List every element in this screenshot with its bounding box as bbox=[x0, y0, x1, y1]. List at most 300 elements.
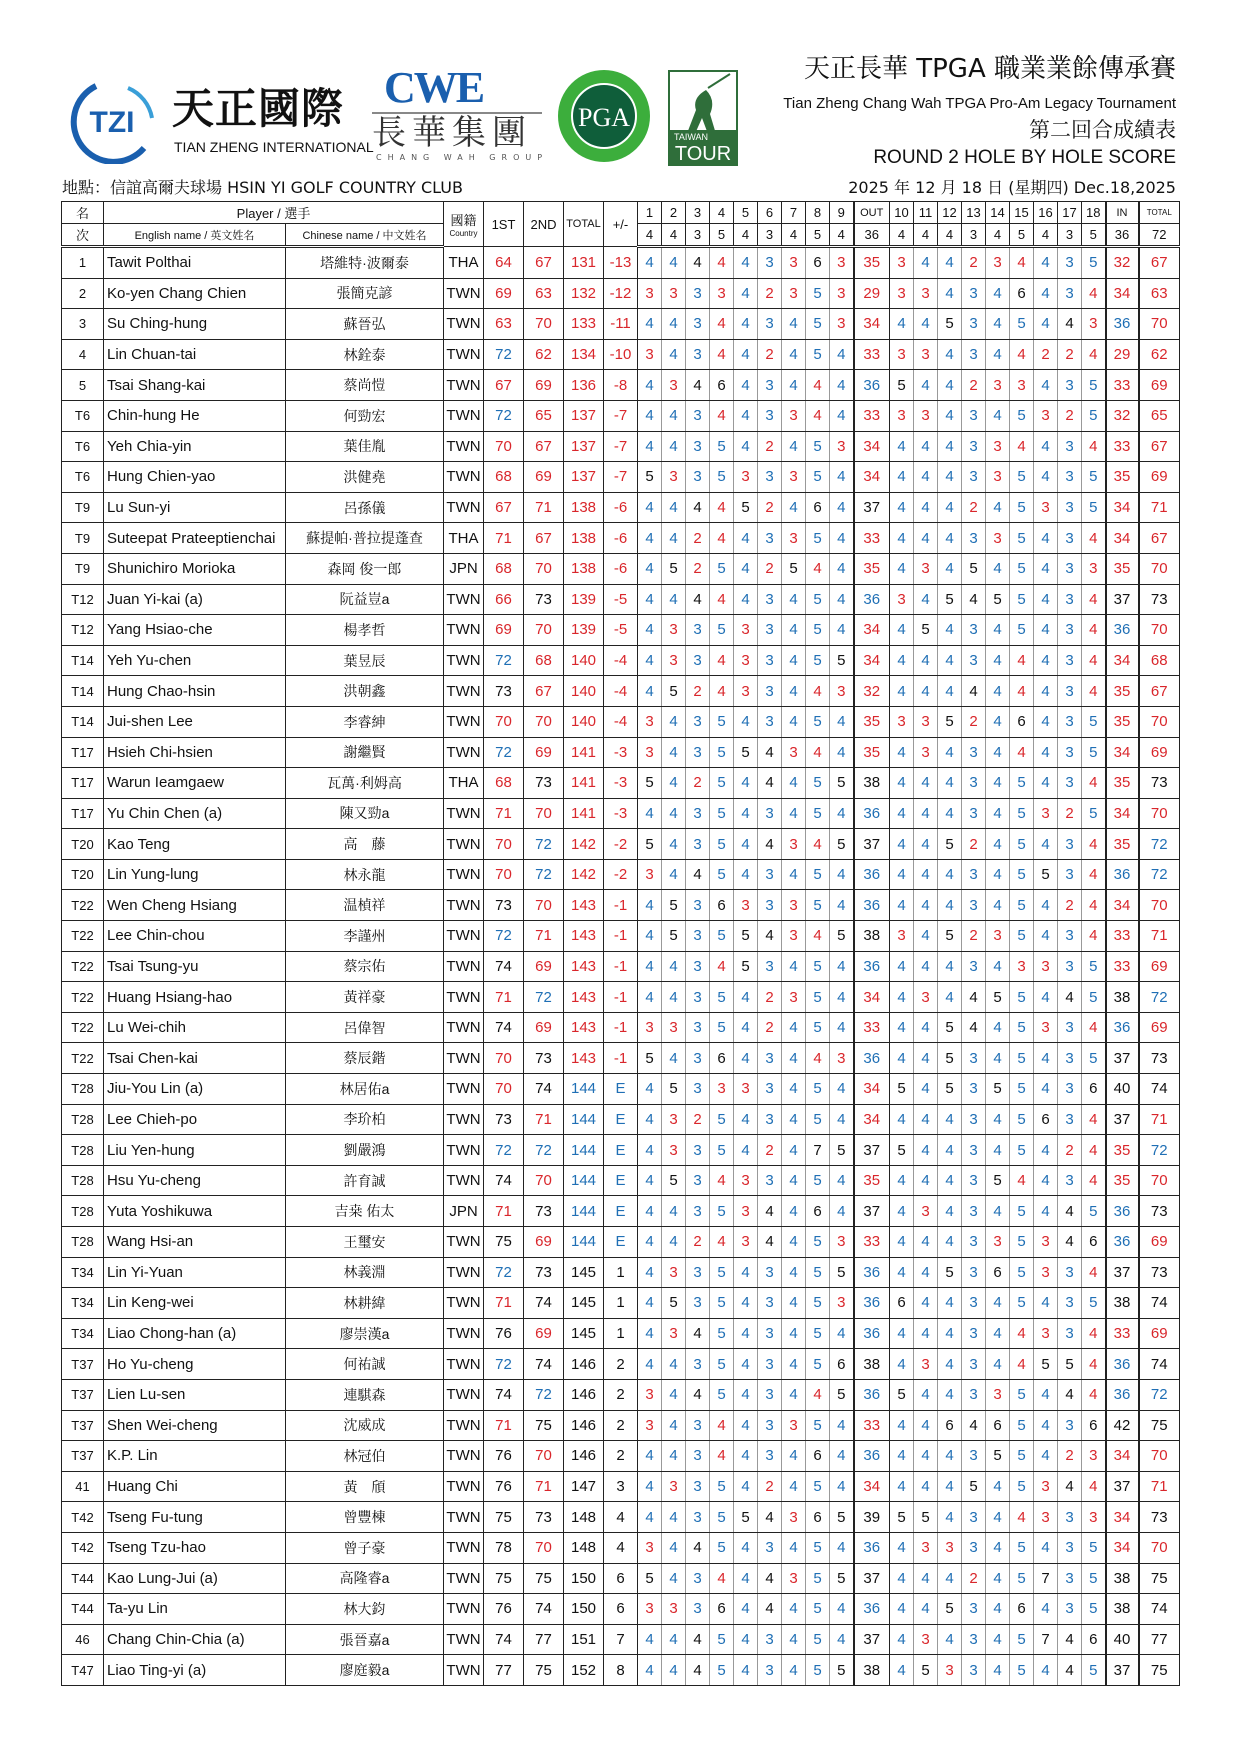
country-cell: TWN bbox=[444, 1165, 484, 1196]
round1-cell: 66 bbox=[484, 584, 524, 615]
hole-16-score: 4 bbox=[1034, 1165, 1058, 1196]
in-cell: 32 bbox=[1106, 247, 1139, 279]
hole-5-score: 4 bbox=[734, 982, 758, 1013]
country-cell: TWN bbox=[444, 431, 484, 462]
hole-4-score: 5 bbox=[710, 1012, 734, 1043]
hole-4-score: 3 bbox=[710, 278, 734, 309]
par-cell: 4 bbox=[830, 224, 854, 247]
hole-8-score: 5 bbox=[806, 1410, 830, 1441]
title-chinese: 天正長華 TPGA 職業業餘傳承賽 bbox=[803, 54, 1176, 84]
hole-9-score: 4 bbox=[830, 1104, 854, 1135]
out-cell: 33 bbox=[854, 1410, 890, 1441]
par-cell: 4 bbox=[986, 224, 1010, 247]
out-cell: 36 bbox=[854, 1441, 890, 1472]
hole-1-score: 4 bbox=[638, 431, 662, 462]
rank-cell: T22 bbox=[62, 1043, 104, 1074]
hole-12-score: 4 bbox=[938, 737, 962, 768]
total-cell: 147 bbox=[564, 1471, 604, 1502]
rank-cell: T22 bbox=[62, 1012, 104, 1043]
hole-1-score: 5 bbox=[638, 768, 662, 799]
round-total-cell: 72 bbox=[1139, 1379, 1180, 1410]
hole-5-score: 4 bbox=[734, 798, 758, 829]
english-name-cell: Wen Cheng Hsiang bbox=[104, 890, 286, 921]
country-cell: THA bbox=[444, 523, 484, 554]
out-cell: 33 bbox=[854, 339, 890, 370]
chinese-name-cell: 何勁宏 bbox=[286, 400, 444, 431]
hole-11-score: 4 bbox=[914, 921, 938, 952]
to-par-cell: 2 bbox=[604, 1441, 638, 1472]
hole-11-score: 4 bbox=[914, 1135, 938, 1166]
hole-4-score: 4 bbox=[710, 1227, 734, 1258]
hole-15-score: 5 bbox=[1010, 1074, 1034, 1105]
hole-6-score: 4 bbox=[758, 1196, 782, 1227]
round1-cell: 77 bbox=[484, 1655, 524, 1686]
to-par-cell: -5 bbox=[604, 584, 638, 615]
rank-cell: T17 bbox=[62, 798, 104, 829]
hole-8-score: 5 bbox=[806, 1257, 830, 1288]
to-par-cell: -4 bbox=[604, 676, 638, 707]
hole-1-score: 4 bbox=[638, 1471, 662, 1502]
table-row bbox=[62, 768, 1180, 799]
hole-13-score: 3 bbox=[962, 1441, 986, 1472]
table-row bbox=[62, 431, 1180, 462]
hole-2-score: 3 bbox=[662, 1012, 686, 1043]
hole-1-score: 4 bbox=[638, 1135, 662, 1166]
english-name-cell: Hung Chien-yao bbox=[104, 462, 286, 493]
hole-3-score: 3 bbox=[686, 1288, 710, 1319]
hole-16-score: 4 bbox=[1034, 1410, 1058, 1441]
hole-14-score: 3 bbox=[986, 247, 1010, 279]
hole-9-score: 5 bbox=[830, 645, 854, 676]
table-row bbox=[62, 1227, 1180, 1258]
hole-5-score: 3 bbox=[734, 615, 758, 646]
hole-14-score: 5 bbox=[986, 1165, 1010, 1196]
hole-6-score: 2 bbox=[758, 982, 782, 1013]
total-cell: 140 bbox=[564, 645, 604, 676]
out-cell: 35 bbox=[854, 553, 890, 584]
hole-4-score: 4 bbox=[710, 645, 734, 676]
chinese-name-cell: 葉佳胤 bbox=[286, 431, 444, 462]
to-par-cell: -3 bbox=[604, 798, 638, 829]
hole-16-score: 3 bbox=[1034, 1227, 1058, 1258]
hole-9-score: 4 bbox=[830, 370, 854, 401]
hole-8-score: 5 bbox=[806, 768, 830, 799]
hole-12-score: 5 bbox=[938, 1074, 962, 1105]
rank-cell: T20 bbox=[62, 859, 104, 890]
hole-17-score: 3 bbox=[1058, 247, 1082, 279]
hole-14-score: 5 bbox=[986, 584, 1010, 615]
rank-cell: T28 bbox=[62, 1196, 104, 1227]
hole-15-score: 5 bbox=[1010, 462, 1034, 493]
english-name-cell: Tsai Chen-kai bbox=[104, 1043, 286, 1074]
hole-2-score: 4 bbox=[662, 309, 686, 340]
round2-cell: 70 bbox=[524, 309, 564, 340]
hole-4-score: 5 bbox=[710, 829, 734, 860]
hole-6-score: 3 bbox=[758, 1318, 782, 1349]
hole-7-score: 4 bbox=[782, 951, 806, 982]
hole-14-score: 4 bbox=[986, 706, 1010, 737]
rank-cell: T14 bbox=[62, 706, 104, 737]
tzi-logo-chinese: 天正國際 bbox=[172, 84, 345, 133]
english-name-cell: Suteepat Prateeptienchai bbox=[104, 523, 286, 554]
hole-header-total: TOTAL bbox=[1139, 202, 1180, 224]
hole-16-score: 4 bbox=[1034, 645, 1058, 676]
to-par-cell: -1 bbox=[604, 1012, 638, 1043]
hole-5-score: 4 bbox=[734, 431, 758, 462]
hole-7-score: 4 bbox=[782, 1165, 806, 1196]
hole-13-score: 3 bbox=[962, 1074, 986, 1105]
hole-6-score: 3 bbox=[758, 1257, 782, 1288]
hole-17-score: 3 bbox=[1058, 370, 1082, 401]
round-total-cell: 70 bbox=[1139, 309, 1180, 340]
rank-cell: T34 bbox=[62, 1288, 104, 1319]
out-cell: 38 bbox=[854, 921, 890, 952]
round1-cell: 63 bbox=[484, 309, 524, 340]
date: 2025 年 12 月 18 日 (星期四) Dec.18,2025 bbox=[848, 178, 1176, 197]
out-cell: 32 bbox=[854, 676, 890, 707]
hole-8-score: 5 bbox=[806, 1227, 830, 1258]
round2-cell: 73 bbox=[524, 584, 564, 615]
hole-5-score: 4 bbox=[734, 584, 758, 615]
round1-cell: 67 bbox=[484, 370, 524, 401]
hole-16-score: 3 bbox=[1034, 1502, 1058, 1533]
chinese-name-cell: 廖庭毅a bbox=[286, 1655, 444, 1686]
hole-16-score: 4 bbox=[1034, 1043, 1058, 1074]
hole-12-score: 4 bbox=[938, 1227, 962, 1258]
hole-4-score: 4 bbox=[710, 523, 734, 554]
hole-6-score: 3 bbox=[758, 1410, 782, 1441]
hole-11-score: 4 bbox=[914, 492, 938, 523]
hole-15-score: 5 bbox=[1010, 1288, 1034, 1319]
hole-9-score: 4 bbox=[830, 1074, 854, 1105]
hole-9-score: 4 bbox=[830, 890, 854, 921]
chinese-name-cell: 林永龍 bbox=[286, 859, 444, 890]
hole-5-score: 4 bbox=[734, 247, 758, 279]
hole-16-score: 3 bbox=[1034, 1318, 1058, 1349]
hole-2-score: 3 bbox=[662, 645, 686, 676]
to-par-cell: E bbox=[604, 1165, 638, 1196]
hole-10-score: 4 bbox=[890, 1655, 914, 1686]
hole-4-score: 5 bbox=[710, 615, 734, 646]
table-row bbox=[62, 1410, 1180, 1441]
hole-10-score: 3 bbox=[890, 247, 914, 279]
par-cell: 3 bbox=[962, 224, 986, 247]
hole-8-score: 5 bbox=[806, 1288, 830, 1319]
hole-14-score: 4 bbox=[986, 645, 1010, 676]
hole-18-score: 5 bbox=[1082, 1594, 1106, 1625]
hole-16-score: 4 bbox=[1034, 523, 1058, 554]
out-cell: 36 bbox=[854, 1532, 890, 1563]
hole-12-score: 5 bbox=[938, 921, 962, 952]
hole-1-score: 4 bbox=[638, 400, 662, 431]
hole-18-score: 3 bbox=[1082, 309, 1106, 340]
hole-13-score: 3 bbox=[962, 278, 986, 309]
hole-7-score: 4 bbox=[782, 1227, 806, 1258]
table-row bbox=[62, 921, 1180, 952]
hole-15-score: 5 bbox=[1010, 1104, 1034, 1135]
hole-8-score: 7 bbox=[806, 1135, 830, 1166]
hole-10-score: 5 bbox=[890, 1502, 914, 1533]
hole-10-score: 4 bbox=[890, 431, 914, 462]
hole-7-score: 4 bbox=[782, 706, 806, 737]
hole-8-score: 5 bbox=[806, 1349, 830, 1380]
hole-13-score: 3 bbox=[962, 1257, 986, 1288]
hole-2-score: 5 bbox=[662, 1165, 686, 1196]
total-cell: 145 bbox=[564, 1288, 604, 1319]
hole-1-score: 4 bbox=[638, 1349, 662, 1380]
hole-16-score: 4 bbox=[1034, 431, 1058, 462]
chinese-name-cell: 王璽安 bbox=[286, 1227, 444, 1258]
rank-cell: T44 bbox=[62, 1594, 104, 1625]
hole-10-score: 4 bbox=[890, 859, 914, 890]
total-cell: 143 bbox=[564, 890, 604, 921]
table-row bbox=[62, 400, 1180, 431]
hole-15-score: 5 bbox=[1010, 829, 1034, 860]
chinese-name-cell: 謝繼賢 bbox=[286, 737, 444, 768]
hole-7-score: 4 bbox=[782, 370, 806, 401]
hole-15-score: 5 bbox=[1010, 859, 1034, 890]
round1-cell: 72 bbox=[484, 737, 524, 768]
hole-12-score: 4 bbox=[938, 1349, 962, 1380]
country-cell: TWN bbox=[444, 492, 484, 523]
english-name-cell: Lu Wei-chih bbox=[104, 1012, 286, 1043]
round2-cell: 73 bbox=[524, 1257, 564, 1288]
out-cell: 34 bbox=[854, 982, 890, 1013]
hole-12-score: 4 bbox=[938, 1563, 962, 1594]
hole-12-score: 5 bbox=[938, 309, 962, 340]
hole-15-score: 5 bbox=[1010, 1012, 1034, 1043]
english-name-cell: Kao Lung-Jui (a) bbox=[104, 1563, 286, 1594]
hole-8-score: 5 bbox=[806, 431, 830, 462]
hole-1-score: 3 bbox=[638, 706, 662, 737]
hole-3-score: 3 bbox=[686, 1502, 710, 1533]
hole-18-score: 5 bbox=[1082, 462, 1106, 493]
hole-4-score: 5 bbox=[710, 1288, 734, 1319]
round-total-cell: 74 bbox=[1139, 1594, 1180, 1625]
rank-cell: T37 bbox=[62, 1441, 104, 1472]
hole-18-score: 5 bbox=[1082, 247, 1106, 279]
hole-7-score: 4 bbox=[782, 1594, 806, 1625]
hole-3-score: 3 bbox=[686, 1349, 710, 1380]
country-cell: TWN bbox=[444, 1379, 484, 1410]
hole-10-score: 4 bbox=[890, 615, 914, 646]
hole-17-score: 3 bbox=[1058, 1074, 1082, 1105]
hole-3-score: 3 bbox=[686, 951, 710, 982]
round2-cell: 67 bbox=[524, 676, 564, 707]
hole-header-9: 9 bbox=[830, 202, 854, 224]
player-header: Player / 選手 bbox=[104, 202, 444, 224]
hole-3-score: 2 bbox=[686, 523, 710, 554]
hole-17-score: 3 bbox=[1058, 768, 1082, 799]
country-cell: TWN bbox=[444, 951, 484, 982]
hole-16-score: 4 bbox=[1034, 706, 1058, 737]
hole-13-score: 2 bbox=[962, 492, 986, 523]
hole-3-score: 2 bbox=[686, 1227, 710, 1258]
hole-10-score: 4 bbox=[890, 1104, 914, 1135]
hole-4-score: 5 bbox=[710, 1318, 734, 1349]
hole-11-score: 3 bbox=[914, 278, 938, 309]
hole-12-score: 4 bbox=[938, 278, 962, 309]
table-row bbox=[62, 1655, 1180, 1686]
hole-14-score: 4 bbox=[986, 890, 1010, 921]
hole-18-score: 4 bbox=[1082, 1318, 1106, 1349]
hole-5-score: 4 bbox=[734, 1379, 758, 1410]
hole-8-score: 5 bbox=[806, 1594, 830, 1625]
rank-cell: 41 bbox=[62, 1471, 104, 1502]
hole-11-score: 4 bbox=[914, 1165, 938, 1196]
hole-17-score: 2 bbox=[1058, 339, 1082, 370]
hole-8-score: 5 bbox=[806, 309, 830, 340]
hole-2-score: 4 bbox=[662, 492, 686, 523]
hole-14-score: 4 bbox=[986, 309, 1010, 340]
out-cell: 36 bbox=[854, 859, 890, 890]
table-row bbox=[62, 1104, 1180, 1135]
round1-cell: 73 bbox=[484, 676, 524, 707]
in-cell: 34 bbox=[1106, 737, 1139, 768]
hole-6-score: 3 bbox=[758, 706, 782, 737]
english-name-cell: Ho Yu-cheng bbox=[104, 1349, 286, 1380]
country-cell: TWN bbox=[444, 1349, 484, 1380]
par-cell: 4 bbox=[734, 224, 758, 247]
english-name-cell: Lee Chieh-po bbox=[104, 1104, 286, 1135]
hole-10-score: 5 bbox=[890, 1074, 914, 1105]
hole-18-score: 5 bbox=[1082, 492, 1106, 523]
hole-14-score: 3 bbox=[986, 523, 1010, 554]
hole-2-score: 4 bbox=[662, 1227, 686, 1258]
total-cell: 131 bbox=[564, 247, 604, 279]
round-total-cell: 63 bbox=[1139, 278, 1180, 309]
hole-10-score: 4 bbox=[890, 645, 914, 676]
rank-cell: T28 bbox=[62, 1074, 104, 1105]
total-cell: 143 bbox=[564, 921, 604, 952]
hole-7-score: 4 bbox=[782, 339, 806, 370]
par-cell: 4 bbox=[1034, 224, 1058, 247]
out-cell: 37 bbox=[854, 1563, 890, 1594]
hole-6-score: 4 bbox=[758, 1594, 782, 1625]
hole-3-score: 4 bbox=[686, 1318, 710, 1349]
chinese-name-cell: 李睿紳 bbox=[286, 706, 444, 737]
hole-15-score: 4 bbox=[1010, 1502, 1034, 1533]
hole-14-score: 4 bbox=[986, 676, 1010, 707]
hole-2-score: 3 bbox=[662, 370, 686, 401]
hole-16-score: 3 bbox=[1034, 1471, 1058, 1502]
par-cell: 36 bbox=[1106, 224, 1139, 247]
hole-4-score: 4 bbox=[710, 676, 734, 707]
hole-6-score: 2 bbox=[758, 1135, 782, 1166]
round1-header: 1ST bbox=[484, 202, 524, 247]
english-name-cell: Huang Hsiang-hao bbox=[104, 982, 286, 1013]
hole-7-score: 4 bbox=[782, 431, 806, 462]
hole-11-score: 4 bbox=[914, 1074, 938, 1105]
to-par-cell: 2 bbox=[604, 1379, 638, 1410]
hole-2-score: 3 bbox=[662, 1104, 686, 1135]
hole-9-score: 3 bbox=[830, 1288, 854, 1319]
total-cell: 140 bbox=[564, 676, 604, 707]
hole-11-score: 5 bbox=[914, 615, 938, 646]
in-cell: 34 bbox=[1106, 1532, 1139, 1563]
table-row bbox=[62, 1563, 1180, 1594]
to-par-header: +/- bbox=[604, 202, 638, 247]
hole-17-score: 3 bbox=[1058, 584, 1082, 615]
hole-18-score: 5 bbox=[1082, 1655, 1106, 1686]
hole-14-score: 4 bbox=[986, 1563, 1010, 1594]
chinese-name-cell: 呂偉智 bbox=[286, 1012, 444, 1043]
hole-12-score: 4 bbox=[938, 1288, 962, 1319]
hole-10-score: 4 bbox=[890, 798, 914, 829]
to-par-cell: -7 bbox=[604, 462, 638, 493]
out-cell: 36 bbox=[854, 798, 890, 829]
hole-18-score: 6 bbox=[1082, 1410, 1106, 1441]
chinese-name-cell: 蔡宗佑 bbox=[286, 951, 444, 982]
rank-cell: T17 bbox=[62, 737, 104, 768]
rank-cell: T17 bbox=[62, 768, 104, 799]
hole-7-score: 3 bbox=[782, 247, 806, 279]
hole-16-score: 5 bbox=[1034, 859, 1058, 890]
country-cell: TWN bbox=[444, 1471, 484, 1502]
hole-6-score: 4 bbox=[758, 1227, 782, 1258]
round2-cell: 74 bbox=[524, 1074, 564, 1105]
hole-header-in: IN bbox=[1106, 202, 1139, 224]
to-par-cell: -3 bbox=[604, 737, 638, 768]
hole-9-score: 4 bbox=[830, 1196, 854, 1227]
hole-10-score: 4 bbox=[890, 1349, 914, 1380]
in-cell: 37 bbox=[1106, 1471, 1139, 1502]
out-cell: 36 bbox=[854, 584, 890, 615]
country-cell: TWN bbox=[444, 615, 484, 646]
hole-16-score: 3 bbox=[1034, 400, 1058, 431]
hole-18-score: 6 bbox=[1082, 1074, 1106, 1105]
hole-16-score: 4 bbox=[1034, 1196, 1058, 1227]
hole-7-score: 4 bbox=[782, 615, 806, 646]
round2-cell: 67 bbox=[524, 523, 564, 554]
table-row bbox=[62, 890, 1180, 921]
hole-4-score: 6 bbox=[710, 1594, 734, 1625]
hole-7-score: 4 bbox=[782, 1318, 806, 1349]
hole-18-score: 6 bbox=[1082, 1227, 1106, 1258]
out-cell: 34 bbox=[854, 1104, 890, 1135]
total-cell: 141 bbox=[564, 737, 604, 768]
round-total-cell: 69 bbox=[1139, 370, 1180, 401]
table-row bbox=[62, 309, 1180, 340]
country-header bbox=[444, 202, 484, 247]
hole-3-score: 3 bbox=[686, 1471, 710, 1502]
hole-14-score: 3 bbox=[986, 921, 1010, 952]
english-name-cell: Hsu Yu-cheng bbox=[104, 1165, 286, 1196]
hole-15-score: 5 bbox=[1010, 615, 1034, 646]
out-cell: 34 bbox=[854, 1074, 890, 1105]
hole-12-score: 4 bbox=[938, 1624, 962, 1655]
to-par-cell: 4 bbox=[604, 1502, 638, 1533]
hole-15-score: 5 bbox=[1010, 1379, 1034, 1410]
hole-5-score: 4 bbox=[734, 1318, 758, 1349]
hole-3-score: 3 bbox=[686, 798, 710, 829]
hole-1-score: 4 bbox=[638, 1655, 662, 1686]
hole-2-score: 4 bbox=[662, 1379, 686, 1410]
hole-11-score: 5 bbox=[914, 1502, 938, 1533]
round2-cell: 65 bbox=[524, 400, 564, 431]
country-header-en: Country bbox=[449, 229, 478, 238]
hole-5-score: 4 bbox=[734, 1043, 758, 1074]
par-cell: 3 bbox=[1058, 224, 1082, 247]
hole-3-score: 3 bbox=[686, 1043, 710, 1074]
round-total-cell: 70 bbox=[1139, 706, 1180, 737]
svg-text:TOUR: TOUR bbox=[674, 143, 732, 165]
hole-10-score: 5 bbox=[890, 1135, 914, 1166]
hole-8-score: 5 bbox=[806, 1563, 830, 1594]
hole-1-score: 4 bbox=[638, 584, 662, 615]
hole-7-score: 3 bbox=[782, 921, 806, 952]
hole-13-score: 3 bbox=[962, 951, 986, 982]
